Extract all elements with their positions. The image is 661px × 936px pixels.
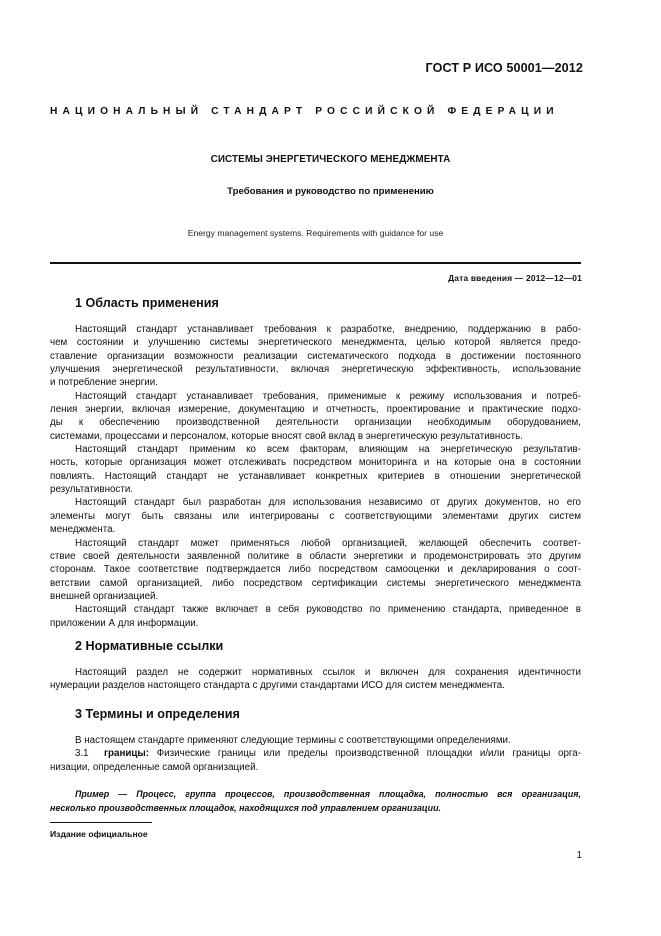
example-line: несколько производственных площадок, находящихся под управлением организации. [50, 802, 441, 813]
section-1-heading: 1 Область применения [75, 296, 219, 310]
paragraph-line: чем состоянии и улучшению системы энергетического менеджмента, целью которой является предо- [50, 337, 581, 349]
paragraph-line: приложении А для информации. [50, 617, 199, 629]
paragraph-line: Настоящий стандарт устанавливает требования, применимые к режиму использования и потреб- [75, 390, 581, 402]
paragraph-line: и потребление энергии. [50, 377, 158, 389]
paragraph-line: ветствии самой организацией, либо посредством сертификации системы энергетического менеджмента [50, 577, 581, 589]
document-code: ГОСТ Р ИСО 50001—2012 [425, 61, 583, 75]
paragraph-line: низации, определенные самой организацией. [50, 761, 259, 773]
term-definition: Физические границы или пределы производственной площадки и/или границы орга- [156, 748, 581, 760]
introduction-date: Дата введения — 2012—12—01 [448, 273, 582, 283]
document-subtitle: Требования и руководство по применению [227, 186, 434, 197]
paragraph-line: ставление организации возможности реализации систематического подхода в достижении постоянного [50, 350, 581, 362]
term-line [50, 747, 581, 760]
national-standard-banner: НАЦИОНАЛЬНЫЙ СТАНДАРТ РОССИЙСКОЙ ФЕДЕРАЦИИ [50, 106, 559, 117]
paragraph-line: менеджмента. [50, 524, 116, 536]
paragraph-line: Настоящий стандарт может применяться любой организацией, желающей обеспечить соответ- [75, 537, 581, 549]
footer-divider [50, 822, 152, 823]
title-divider [50, 262, 581, 264]
paragraph-line: В настоящем стандарте применяют следующие термины с соответствующими определениями. [75, 735, 511, 746]
paragraph-line: ления энергии, включая измерение, документацию и отчетность, проектирование и практические подхо- [50, 404, 581, 416]
term-number: 3.1 [75, 748, 89, 760]
paragraph-line: Настоящий стандарт устанавливает требования к разработке, внедрению, поддержанию в рабо- [75, 324, 581, 335]
example-line: Пример — Процесс, группа процессов, производственная площадка, полностью вся организация, [75, 789, 581, 799]
paragraph-line: системами, процессами и персоналом, которые вносят свой вклад в энергетическую результативность. [50, 430, 523, 442]
paragraph-line: элементы могут быть связаны или интегрированы с соответствующими элементами других систем [50, 510, 581, 522]
example-note [50, 788, 581, 816]
paragraph-line: нумерации разделов настоящего стандарта с другими стандартами ИСО для систем менеджмента. [50, 680, 505, 692]
section-2-heading: 2 Нормативные ссылки [75, 639, 224, 653]
paragraph-line: ность, которые организация может отслеживать посредством мониторинга и на которые она в состоянии [50, 457, 581, 469]
section-2-body [50, 666, 581, 693]
paragraph-line: ствие своей деятельности заявленной политике в области энергетики и продемонстрировать это другим [50, 550, 581, 562]
paragraph-line: повлиять. Настоящий стандарт не устанавливает конкретных критериев в отношении энергетической [50, 470, 581, 482]
paragraph-line: Настоящий стандарт применим ко всем факторам, влияющим на энергетическую результатив- [75, 444, 581, 456]
section-3-heading: 3 Термины и определения [75, 707, 240, 721]
term-name: границы: [103, 748, 150, 760]
paragraph-line: Настоящий стандарт был разработан для использования независимо от других документов, но его [75, 497, 581, 509]
page-number: 1 [576, 850, 582, 861]
paragraph-line: результативности. [50, 484, 134, 496]
paragraph-line: Настоящий раздел не содержит нормативных ссылок и включен для сохранения идентичности [75, 667, 581, 678]
document-title: СИСТЕМЫ ЭНЕРГЕТИЧЕСКОГО МЕНЕДЖМЕНТА [210, 154, 451, 165]
english-title: Energy management systems. Requirements with guidance for use [187, 228, 444, 238]
section-3-body [50, 734, 581, 774]
paragraph-line: улучшения энергетической результативности, включая энергетическую эффективность, использование [50, 364, 581, 376]
paragraph-line: сторонам. Такое соответствие подтверждается либо посредством самооценки и декларирования о соот- [50, 564, 581, 576]
section-1-body [50, 323, 581, 630]
paragraph-line: Настоящий стандарт также включает в себя руководство по применению стандарта, приведенное в [75, 604, 581, 616]
paragraph-line: внешней организацией. [50, 590, 159, 602]
official-edition-label: Издание официальное [50, 829, 148, 839]
paragraph-line: ды к обеспечению производственной деятельности организации необходимым оборудованием, [50, 417, 581, 429]
